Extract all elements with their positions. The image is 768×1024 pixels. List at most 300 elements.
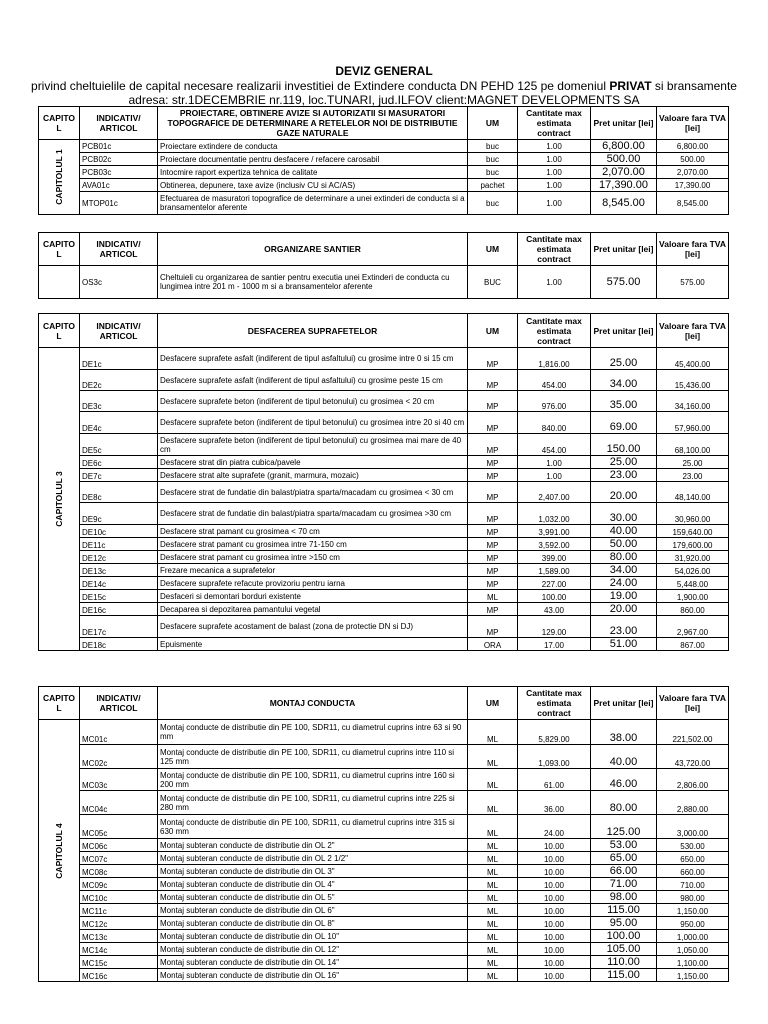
chapter-label-cell: [39, 348, 80, 651]
value-excl-vat: 950.00: [657, 917, 729, 930]
unit-price: 80.00: [591, 791, 657, 815]
quantity: 1.00: [518, 469, 591, 482]
quantity: 10.00: [518, 878, 591, 891]
unit: ML: [468, 769, 518, 791]
unit: ML: [468, 745, 518, 769]
article-code: MC10c: [80, 891, 158, 904]
unit: MP: [468, 412, 518, 434]
article-description: Desfacere strat pamant cu grosimea < 70 cm: [158, 525, 468, 538]
quantity: 3,592.00: [518, 538, 591, 551]
quantity: 10.00: [518, 930, 591, 943]
article-description: Cheltuieli cu organizarea de santier pentru executia unei Extinderi de conducta cu lungimea intre 201 m - 1000 m si a bransamentelor aferente: [158, 266, 468, 299]
article-description: Desfacere suprafete acostament de balast (zona de protectie DN si DJ): [158, 616, 468, 638]
article-description: Desfacere strat alte suprafete (granit, marmura, mozaic): [158, 469, 468, 482]
quantity: 454.00: [518, 434, 591, 456]
value-excl-vat: 159,640.00: [657, 525, 729, 538]
quantity: 5,829.00: [518, 720, 591, 745]
article-description: Desfacere suprafete refacute provizoriu pentru iarna: [158, 577, 468, 590]
article-code: DE4c: [80, 412, 158, 434]
unit-price: 38.00: [591, 720, 657, 745]
unit: MP: [468, 434, 518, 456]
table-row: [39, 391, 729, 412]
unit: ML: [468, 943, 518, 956]
unit: ML: [468, 904, 518, 917]
article-code: MC06c: [80, 839, 158, 852]
section-table-4: [38, 686, 729, 982]
article-description: Montaj subteran conducte de distributie din OL 14": [158, 956, 468, 969]
value-excl-vat: 1,900.00: [657, 590, 729, 603]
value-excl-vat: 2,967.00: [657, 616, 729, 638]
table-row: [39, 370, 729, 391]
unit-price: 115.00: [591, 969, 657, 982]
value-excl-vat: 867.00: [657, 638, 729, 651]
article-code: DE7c: [80, 469, 158, 482]
article-description: Montaj conducte de distributie din PE 100, SDR11, cu diametrul cuprins intre 315 si 630 mm: [158, 815, 468, 839]
article-description: Desfacere suprafete beton (indiferent de tipul betonului) cu grosimea intre 20 si 40 cm: [158, 412, 468, 434]
article-description: Montaj subteran conducte de distributie din OL 2 1/2": [158, 852, 468, 865]
value-excl-vat: 25.00: [657, 456, 729, 469]
article-description: Frezare mecanica a suprafetelor: [158, 564, 468, 577]
article-description: Proiectare extindere de conducta: [158, 140, 468, 153]
value-excl-vat: 15,436.00: [657, 370, 729, 391]
quantity: 10.00: [518, 904, 591, 917]
article-code: PCB03c: [80, 166, 158, 179]
table-row: [39, 943, 729, 956]
quantity: 43.00: [518, 603, 591, 616]
unit: ML: [468, 865, 518, 878]
table-row: [39, 551, 729, 564]
quantity: 1.00: [518, 266, 591, 299]
unit-price: 500.00: [591, 153, 657, 166]
unit: ML: [468, 956, 518, 969]
quantity: 454.00: [518, 370, 591, 391]
subtitle-emphasis: PRIVAT: [609, 79, 652, 93]
quantity: 1,816.00: [518, 348, 591, 370]
article-code: DE6c: [80, 456, 158, 469]
unit: buc: [468, 166, 518, 179]
article-code: MC14c: [80, 943, 158, 956]
table-row: [39, 456, 729, 469]
table-row: [39, 538, 729, 551]
article-code: DE18c: [80, 638, 158, 651]
quantity: 3,991.00: [518, 525, 591, 538]
table-row: [39, 140, 729, 153]
table-row: [39, 891, 729, 904]
article-description: Montaj subteran conducte de distributie din OL 3": [158, 865, 468, 878]
value-excl-vat: 1,050.00: [657, 943, 729, 956]
quantity: 1.00: [518, 179, 591, 192]
value-excl-vat: 34,160.00: [657, 391, 729, 412]
article-code: MC13c: [80, 930, 158, 943]
quantity: 10.00: [518, 865, 591, 878]
article-description: Desfacere strat de fundatie din balast/piatra sparta/macadam cu grosimea >30 cm: [158, 503, 468, 525]
quantity: 1,589.00: [518, 564, 591, 577]
unit-price: 17,390.00: [591, 179, 657, 192]
header-capitol: CAPITO L: [39, 314, 80, 348]
article-code: MTOP01c: [80, 192, 158, 215]
quantity: 10.00: [518, 891, 591, 904]
quantity: 61.00: [518, 769, 591, 791]
header-indicativ: INDICATIV/ ARTICOL: [80, 314, 158, 348]
quantity: 10.00: [518, 839, 591, 852]
article-code: DE1c: [80, 348, 158, 370]
unit-price: 20.00: [591, 603, 657, 616]
section-table-2: [38, 232, 729, 299]
article-code: DE12c: [80, 551, 158, 564]
table-row: [39, 720, 729, 745]
section-title: MONTAJ CONDUCTA: [158, 687, 468, 720]
value-excl-vat: 43,720.00: [657, 745, 729, 769]
table-row: [39, 266, 729, 299]
table-row: [39, 904, 729, 917]
article-code: MC08c: [80, 865, 158, 878]
chapter-label: CAPITOLUL 3: [54, 471, 64, 527]
unit: MP: [468, 616, 518, 638]
header-um: UM: [468, 687, 518, 720]
unit: pachet: [468, 179, 518, 192]
table-row: [39, 590, 729, 603]
unit-price: 65.00: [591, 852, 657, 865]
quantity: 24.00: [518, 815, 591, 839]
value-excl-vat: 68,100.00: [657, 434, 729, 456]
value-excl-vat: 1,150.00: [657, 904, 729, 917]
unit: MP: [468, 482, 518, 503]
article-description: Montaj subteran conducte de distributie din OL 8": [158, 917, 468, 930]
chapter-label-cell: [39, 140, 80, 215]
article-description: Montaj conducte de distributie din PE 100, SDR11, cu diametrul cuprins intre 110 si 125 mm: [158, 745, 468, 769]
article-description: Desfaceri si demontari borduri existente: [158, 590, 468, 603]
article-code: MC12c: [80, 917, 158, 930]
chapter-label: CAPITOLUL 4: [54, 822, 64, 879]
header-valoare: Valoare fara TVA [lei]: [657, 687, 729, 720]
unit-price: 34.00: [591, 370, 657, 391]
article-description: Desfacere suprafete beton (indiferent de tipul betonului) cu grosimea mai mare de 40 cm: [158, 434, 468, 456]
unit: ML: [468, 878, 518, 891]
value-excl-vat: 45,400.00: [657, 348, 729, 370]
table-row: [39, 564, 729, 577]
section-table-1: [38, 106, 729, 215]
unit-price: 8,545.00: [591, 192, 657, 215]
article-description: Proiectare documentatie pentru desfacere / refacere carosabil: [158, 153, 468, 166]
article-code: MC03c: [80, 769, 158, 791]
value-excl-vat: 23.00: [657, 469, 729, 482]
header-cantitate: Cantitate max estimata contract: [518, 233, 591, 266]
unit: MP: [468, 551, 518, 564]
unit-price: 100.00: [591, 930, 657, 943]
article-description: Efectuarea de masuratori topografice de determinare a unei extinderi de conducta si a bransamentelor aferente: [158, 192, 468, 215]
unit-price: 71.00: [591, 878, 657, 891]
quantity: 10.00: [518, 917, 591, 930]
quantity: 1.00: [518, 153, 591, 166]
quantity: 840.00: [518, 412, 591, 434]
unit: MP: [468, 564, 518, 577]
table-row: [39, 815, 729, 839]
article-description: Desfacere suprafete asfalt (indiferent de tipul asfaltului) cu grosime peste 15 cm: [158, 370, 468, 391]
value-excl-vat: 30,960.00: [657, 503, 729, 525]
unit: MP: [468, 577, 518, 590]
article-description: Decaparea si depozitarea pamantului vegetal: [158, 603, 468, 616]
article-code: MC07c: [80, 852, 158, 865]
header-um: UM: [468, 107, 518, 140]
article-code: MC02c: [80, 745, 158, 769]
unit: ML: [468, 720, 518, 745]
article-code: DE11c: [80, 538, 158, 551]
unit-price: 25.00: [591, 456, 657, 469]
value-excl-vat: 221,502.00: [657, 720, 729, 745]
article-code: AVA01c: [80, 179, 158, 192]
header-cantitate: Cantitate max estimata contract: [518, 107, 591, 140]
subtitle-part-c: si bransamente: [654, 79, 737, 93]
unit-price: 575.00: [591, 266, 657, 299]
article-code: DE13c: [80, 564, 158, 577]
unit-price: 110.00: [591, 956, 657, 969]
unit: MP: [468, 370, 518, 391]
section-title: PROIECTARE, OBTINERE AVIZE SI AUTORIZATII SI MASURATORI TOPOGRAFICE DE DETERMINARE A RETELELOR NOI DE DISTRIBUTIE GAZE NATURALE: [158, 107, 468, 140]
article-description: Montaj subteran conducte de distributie din OL 12": [158, 943, 468, 956]
table-row: [39, 503, 729, 525]
value-excl-vat: 2,070.00: [657, 166, 729, 179]
article-description: Intocmire raport expertiza tehnica de calitate: [158, 166, 468, 179]
value-excl-vat: 54,026.00: [657, 564, 729, 577]
table-header-row: [39, 107, 729, 140]
quantity: 129.00: [518, 616, 591, 638]
unit: buc: [468, 153, 518, 166]
value-excl-vat: 1,000.00: [657, 930, 729, 943]
unit-price: 35.00: [591, 391, 657, 412]
value-excl-vat: 1,150.00: [657, 969, 729, 982]
header-pret-unitar: Pret unitar [lei]: [591, 107, 657, 140]
table-header-row: [39, 687, 729, 720]
table-row: [39, 616, 729, 638]
article-code: DE16c: [80, 603, 158, 616]
unit-price: 40.00: [591, 525, 657, 538]
unit: ML: [468, 590, 518, 603]
quantity: 17.00: [518, 638, 591, 651]
article-description: Montaj subteran conducte de distributie din OL 10": [158, 930, 468, 943]
unit: buc: [468, 140, 518, 153]
article-description: Montaj subteran conducte de distributie din OL 6": [158, 904, 468, 917]
unit-price: 66.00: [591, 865, 657, 878]
value-excl-vat: 48,140.00: [657, 482, 729, 503]
article-code: MC09c: [80, 878, 158, 891]
unit-price: 6,800.00: [591, 140, 657, 153]
unit: ORA: [468, 638, 518, 651]
section-table-3: [38, 313, 729, 651]
unit: ML: [468, 891, 518, 904]
table-row: [39, 745, 729, 769]
quantity: 36.00: [518, 791, 591, 815]
header-cantitate: Cantitate max estimata contract: [518, 687, 591, 720]
table-row: [39, 839, 729, 852]
quantity: 227.00: [518, 577, 591, 590]
article-description: Epuismente: [158, 638, 468, 651]
value-excl-vat: 17,390.00: [657, 179, 729, 192]
value-excl-vat: 660.00: [657, 865, 729, 878]
value-excl-vat: 6,800.00: [657, 140, 729, 153]
subtitle-part-a: privind cheltuielile de capital necesare realizarii investitiei de Extindere conducta DN PEHD 125 pe domeniul: [31, 79, 606, 93]
unit: ML: [468, 815, 518, 839]
unit: MP: [468, 348, 518, 370]
unit-price: 23.00: [591, 616, 657, 638]
unit-price: 23.00: [591, 469, 657, 482]
value-excl-vat: 31,920.00: [657, 551, 729, 564]
quantity: 1.00: [518, 192, 591, 215]
quantity: 10.00: [518, 956, 591, 969]
unit-price: 24.00: [591, 577, 657, 590]
value-excl-vat: 2,880.00: [657, 791, 729, 815]
header-pret-unitar: Pret unitar [lei]: [591, 687, 657, 720]
quantity: 1.00: [518, 456, 591, 469]
article-description: Obtinerea, depunere, taxe avize (inclusiv CU si AC/AS): [158, 179, 468, 192]
value-excl-vat: 1,100.00: [657, 956, 729, 969]
unit-price: 53.00: [591, 839, 657, 852]
unit-price: 98.00: [591, 891, 657, 904]
table-row: [39, 917, 729, 930]
table-row: [39, 412, 729, 434]
header-valoare: Valoare fara TVA [lei]: [657, 107, 729, 140]
header-pret-unitar: Pret unitar [lei]: [591, 233, 657, 266]
unit: ML: [468, 839, 518, 852]
value-excl-vat: 8,545.00: [657, 192, 729, 215]
article-code: PCB01c: [80, 140, 158, 153]
unit-price: 51.00: [591, 638, 657, 651]
value-excl-vat: 710.00: [657, 878, 729, 891]
article-description: Montaj conducte de distributie din PE 100, SDR11, cu diametrul cuprins intre 225 si 280 mm: [158, 791, 468, 815]
quantity: 976.00: [518, 391, 591, 412]
table-header-row: [39, 314, 729, 348]
unit-price: 95.00: [591, 917, 657, 930]
value-excl-vat: 860.00: [657, 603, 729, 616]
article-code: DE10c: [80, 525, 158, 538]
unit-price: 46.00: [591, 769, 657, 791]
article-code: DE9c: [80, 503, 158, 525]
unit: BUC: [468, 266, 518, 299]
table-row: [39, 166, 729, 179]
header-capitol: CAPITO L: [39, 687, 80, 720]
article-code: OS3c: [80, 266, 158, 299]
table-row: [39, 791, 729, 815]
unit-price: 19.00: [591, 590, 657, 603]
unit-price: 30.00: [591, 503, 657, 525]
table-row: [39, 179, 729, 192]
unit: MP: [468, 603, 518, 616]
article-code: DE2c: [80, 370, 158, 391]
table-row: [39, 348, 729, 370]
table-row: [39, 865, 729, 878]
document-title: DEVIZ GENERAL: [335, 64, 433, 78]
article-code: MC05c: [80, 815, 158, 839]
unit-price: 105.00: [591, 943, 657, 956]
article-code: PCB02c: [80, 153, 158, 166]
table-row: [39, 930, 729, 943]
table-row: [39, 638, 729, 651]
article-description: Desfacere strat pamant cu grosimea intre >150 cm: [158, 551, 468, 564]
article-code: MC04c: [80, 791, 158, 815]
header-indicativ: INDICATIV/ ARTICOL: [80, 233, 158, 266]
quantity: 100.00: [518, 590, 591, 603]
article-code: MC11c: [80, 904, 158, 917]
value-excl-vat: 179,600.00: [657, 538, 729, 551]
quantity: 1.00: [518, 166, 591, 179]
article-description: Montaj subteran conducte de distributie din OL 4": [158, 878, 468, 891]
quantity: 1,032.00: [518, 503, 591, 525]
document-address: adresa: str.1DECEMBRIE nr.119, loc.TUNARI, jud.ILFOV client:MAGNET DEVELOPMENTS SA: [128, 93, 640, 107]
article-description: Desfacere suprafete beton (indiferent de tipul betonului) cu grosimea < 20 cm: [158, 391, 468, 412]
header-valoare: Valoare fara TVA [lei]: [657, 314, 729, 348]
header-um: UM: [468, 314, 518, 348]
value-excl-vat: 5,448.00: [657, 577, 729, 590]
quantity: 10.00: [518, 969, 591, 982]
article-description: Desfacere strat pamant cu grosimea intre 71-150 cm: [158, 538, 468, 551]
article-description: Desfacere strat de fundatie din balast/piatra sparta/macadam cu grosimea < 30 cm: [158, 482, 468, 503]
unit: MP: [468, 503, 518, 525]
unit-price: 69.00: [591, 412, 657, 434]
unit-price: 150.00: [591, 434, 657, 456]
article-code: DE17c: [80, 616, 158, 638]
value-excl-vat: 500.00: [657, 153, 729, 166]
header-valoare: Valoare fara TVA [lei]: [657, 233, 729, 266]
header-capitol: CAPITO L: [39, 107, 80, 140]
value-excl-vat: 575.00: [657, 266, 729, 299]
quantity: 10.00: [518, 852, 591, 865]
value-excl-vat: 2,806.00: [657, 769, 729, 791]
header-capitol: CAPITO L: [39, 233, 80, 266]
table-row: [39, 956, 729, 969]
table-row: [39, 525, 729, 538]
article-code: DE8c: [80, 482, 158, 503]
article-code: DE14c: [80, 577, 158, 590]
table-row: [39, 482, 729, 503]
value-excl-vat: 57,960.00: [657, 412, 729, 434]
chapter-label-cell: [39, 266, 80, 299]
table-row: [39, 192, 729, 215]
article-description: Montaj subteran conducte de distributie din OL 5": [158, 891, 468, 904]
section-title: DESFACEREA SUPRAFETELOR: [158, 314, 468, 348]
unit-price: 125.00: [591, 815, 657, 839]
unit: ML: [468, 852, 518, 865]
unit: MP: [468, 391, 518, 412]
section-title: ORGANIZARE SANTIER: [158, 233, 468, 266]
unit-price: 80.00: [591, 551, 657, 564]
article-code: MC16c: [80, 969, 158, 982]
table-row: [39, 603, 729, 616]
article-code: MC15c: [80, 956, 158, 969]
value-excl-vat: 650.00: [657, 852, 729, 865]
quantity: 10.00: [518, 943, 591, 956]
table-header-row: [39, 233, 729, 266]
unit-price: 2,070.00: [591, 166, 657, 179]
unit-price: 34.00: [591, 564, 657, 577]
table-row: [39, 769, 729, 791]
unit: MP: [468, 538, 518, 551]
unit-price: 20.00: [591, 482, 657, 503]
unit-price: 50.00: [591, 538, 657, 551]
header-indicativ: INDICATIV/ ARTICOL: [80, 107, 158, 140]
article-description: Montaj conducte de distributie din PE 100, SDR11, cu diametrul cuprins intre 63 si 90 mm: [158, 720, 468, 745]
article-description: Desfacere strat din piatra cubica/pavele: [158, 456, 468, 469]
quantity: 2,407.00: [518, 482, 591, 503]
article-code: DE15c: [80, 590, 158, 603]
header-cantitate: Cantitate max estimata contract: [518, 314, 591, 348]
chapter-label: CAPITOLUL 1: [54, 149, 64, 205]
table-row: [39, 852, 729, 865]
chapter-label-cell: [39, 720, 80, 982]
table-row: [39, 153, 729, 166]
article-description: Desfacere suprafete asfalt (indiferent de tipul asfaltului) cu grosime intre 0 si 15 cm: [158, 348, 468, 370]
unit: ML: [468, 917, 518, 930]
article-code: MC01c: [80, 720, 158, 745]
article-description: Montaj subteran conducte de distributie din OL 16": [158, 969, 468, 982]
